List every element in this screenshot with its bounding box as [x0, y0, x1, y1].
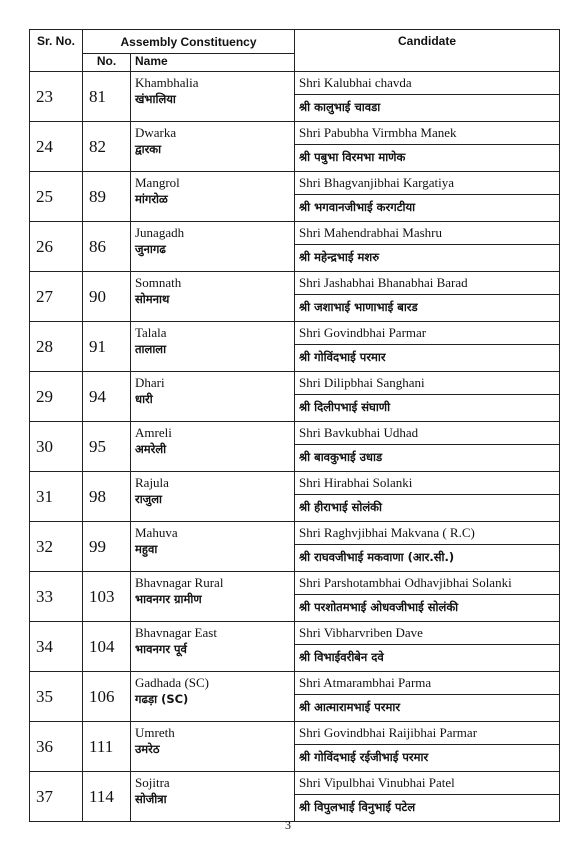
candidate-cell [295, 122, 560, 172]
constituency-name-cell [131, 422, 295, 472]
constituency-name-cell [131, 672, 295, 722]
constituency-name-hi: धारी [135, 392, 153, 406]
table-row [30, 772, 560, 822]
candidate-name-hi: श्री विभाईवरीबेन दवे [299, 650, 384, 664]
table-row [30, 322, 560, 372]
table-row [30, 672, 560, 722]
table-row [30, 72, 560, 122]
candidate-name-hi: श्री गोविंदभाई रईजीभाई परमार [299, 750, 429, 764]
table-row [30, 272, 560, 322]
constituency-name-en: Khambhalia [135, 75, 199, 90]
sr-no-cell: 32 [30, 522, 83, 572]
table-row [30, 622, 560, 672]
candidate-name-en: Shri Hirabhai Solanki [295, 472, 559, 495]
constituency-name-cell [131, 522, 295, 572]
candidate-name-hi: श्री कालुभाई चावडा [299, 100, 381, 114]
sr-no-cell: 23 [30, 72, 83, 122]
table-row [30, 222, 560, 272]
constituency-name-hi: जुनागढ [135, 242, 166, 256]
constituency-name-en: Dhari [135, 375, 165, 390]
candidate-name-en: Shri Dilipbhai Sanghani [295, 372, 559, 395]
candidate-name-en: Shri Bhagvanjibhai Kargatiya [295, 172, 559, 195]
constituency-name-cell [131, 572, 295, 622]
candidate-name-en: Shri Vibharvriben Dave [295, 622, 559, 645]
table-row [30, 472, 560, 522]
candidate-name-hi: श्री विपुलभाई विनुभाई पटेल [299, 800, 416, 814]
candidate-cell [295, 522, 560, 572]
constituency-name-hi: अमरेली [135, 442, 167, 456]
sr-no-cell: 33 [30, 572, 83, 622]
constituency-name-hi: खंभालिया [135, 92, 176, 106]
candidate-name-hi: श्री पबुभा विरमभा माणेक [299, 150, 406, 164]
constituency-no-cell: 86 [83, 222, 131, 272]
candidate-cell [295, 472, 560, 522]
candidate-name-hi: श्री भगवानजीभाई करगटीया [299, 200, 416, 214]
candidate-name-en: Shri Pabubha Virmbha Manek [295, 122, 559, 145]
constituency-no-cell: 103 [83, 572, 131, 622]
constituency-no-cell: 81 [83, 72, 131, 122]
constituency-no-cell: 82 [83, 122, 131, 172]
constituency-name-en: Rajula [135, 475, 169, 490]
candidate-name-hi: श्री आत्मारामभाई परमार [299, 700, 401, 714]
candidate-name-hi: श्री दिलीपभाई संघाणी [299, 400, 391, 414]
candidate-name-en: Shri Raghvjibhai Makvana ( R.C) [295, 522, 559, 545]
constituency-no-cell: 89 [83, 172, 131, 222]
sr-no-cell: 26 [30, 222, 83, 272]
candidate-cell [295, 72, 560, 122]
sr-no-cell: 31 [30, 472, 83, 522]
candidate-name-hi: श्री गोविंदभाई परमार [299, 350, 386, 364]
table-row [30, 122, 560, 172]
candidate-cell [295, 722, 560, 772]
constituency-name-en: Umreth [135, 725, 175, 740]
constituency-name-en: Sojitra [135, 775, 170, 790]
constituency-no-cell: 99 [83, 522, 131, 572]
candidate-cell [295, 322, 560, 372]
candidate-cell [295, 422, 560, 472]
constituency-name-cell [131, 172, 295, 222]
constituency-no-cell: 111 [83, 722, 131, 772]
candidate-name-en: Shri Govindbhai Raijibhai Parmar [295, 722, 559, 745]
page-number: 3 [285, 818, 291, 832]
candidate-name-hi: श्री बावकुभाई उधाड [299, 450, 383, 464]
constituency-name-hi: सोमनाथ [135, 292, 170, 306]
constituency-no-cell: 98 [83, 472, 131, 522]
constituency-name-cell [131, 622, 295, 672]
sr-no-cell: 27 [30, 272, 83, 322]
constituency-no-cell: 90 [83, 272, 131, 322]
candidate-cell [295, 222, 560, 272]
sr-no-cell: 30 [30, 422, 83, 472]
sr-no-cell: 24 [30, 122, 83, 172]
constituency-name-hi: महुवा [135, 542, 158, 556]
constituency-name-hi: उमरेठ [135, 742, 160, 756]
candidate-name-en: Shri Parshotambhai Odhavjibhai Solanki [295, 572, 559, 595]
table-row [30, 422, 560, 472]
constituency-name-en: Somnath [135, 275, 182, 290]
sr-no-cell: 34 [30, 622, 83, 672]
header-sr-no: Sr. No. [30, 30, 83, 72]
candidate-name-en: Shri Kalubhai chavda [295, 72, 559, 95]
candidate-cell [295, 672, 560, 722]
constituency-name-cell [131, 272, 295, 322]
constituency-name-hi: गढड़ा (SC) [135, 692, 189, 706]
sr-no-cell: 36 [30, 722, 83, 772]
candidate-cell [295, 772, 560, 822]
constituency-name-cell [131, 222, 295, 272]
constituency-name-en: Bhavnagar Rural [135, 575, 224, 590]
candidate-name-hi: श्री परशोतमभाई ओधवजीभाई सोलंकी [299, 600, 459, 614]
constituency-no-cell: 114 [83, 772, 131, 822]
constituency-name-cell [131, 322, 295, 372]
sr-no-cell: 37 [30, 772, 83, 822]
constituency-name-cell [131, 372, 295, 422]
constituency-name-en: Bhavnagar East [135, 625, 217, 640]
candidate-cell [295, 622, 560, 672]
sr-no-cell: 25 [30, 172, 83, 222]
candidate-name-en: Shri Jashabhai Bhanabhai Barad [295, 272, 559, 295]
constituency-name-en: Amreli [135, 425, 172, 440]
sr-no-cell: 29 [30, 372, 83, 422]
constituency-no-cell: 94 [83, 372, 131, 422]
constituency-name-cell [131, 72, 295, 122]
candidate-name-en: Shri Atmarambhai Parma [295, 672, 559, 695]
table-row [30, 572, 560, 622]
constituency-name-en: Gadhada (SC) [135, 675, 210, 690]
candidate-name-en: Shri Vipulbhai Vinubhai Patel [295, 772, 559, 795]
header-name: Name [131, 54, 295, 72]
constituency-name-hi: मांगरोळ [135, 192, 168, 206]
constituency-name-en: Mahuva [135, 525, 178, 540]
constituency-no-cell: 95 [83, 422, 131, 472]
header-assembly-constituency: Assembly Constituency [83, 30, 295, 54]
constituency-name-cell [131, 472, 295, 522]
constituency-name-hi: भावनगर ग्रामीण [135, 592, 202, 606]
constituency-name-hi: राजुला [135, 492, 162, 506]
candidate-name-hi: श्री महेन्द्रभाई मशरु [299, 250, 380, 264]
header-no: No. [83, 54, 131, 72]
candidate-name-hi: श्री जशाभाई भाणाभाई बारड [299, 300, 418, 314]
constituency-name-cell [131, 122, 295, 172]
candidate-cell [295, 272, 560, 322]
constituency-name-en: Talala [135, 325, 167, 340]
candidate-name-hi: श्री हीराभाई सोलंकी [299, 500, 382, 514]
candidate-table [29, 29, 560, 822]
table-row [30, 722, 560, 772]
constituency-name-hi: सोजीत्रा [135, 792, 167, 806]
constituency-no-cell: 104 [83, 622, 131, 672]
sr-no-cell: 28 [30, 322, 83, 372]
header-candidate: Candidate [295, 30, 560, 72]
sr-no-cell: 35 [30, 672, 83, 722]
table-body [30, 72, 560, 822]
constituency-name-en: Dwarka [135, 125, 177, 140]
candidate-cell [295, 572, 560, 622]
constituency-name-hi: तालाला [135, 342, 167, 356]
constituency-name-cell [131, 722, 295, 772]
constituency-name-cell [131, 772, 295, 822]
constituency-name-hi: भावनगर पूर्व [135, 642, 187, 656]
candidate-name-en: Shri Mahendrabhai Mashru [295, 222, 559, 245]
constituency-no-cell: 91 [83, 322, 131, 372]
constituency-name-hi: द्वारका [135, 142, 162, 156]
constituency-name-en: Junagadh [135, 225, 185, 240]
table-row [30, 172, 560, 222]
table-row [30, 372, 560, 422]
table-row [30, 522, 560, 572]
candidate-cell [295, 172, 560, 222]
candidate-name-en: Shri Bavkubhai Udhad [295, 422, 559, 445]
constituency-no-cell: 106 [83, 672, 131, 722]
constituency-name-en: Mangrol [135, 175, 180, 190]
candidate-name-en: Shri Govindbhai Parmar [295, 322, 559, 345]
candidate-name-hi: श्री राघवजीभाई मकवाणा (आर.सी.) [299, 550, 455, 564]
candidate-cell [295, 372, 560, 422]
